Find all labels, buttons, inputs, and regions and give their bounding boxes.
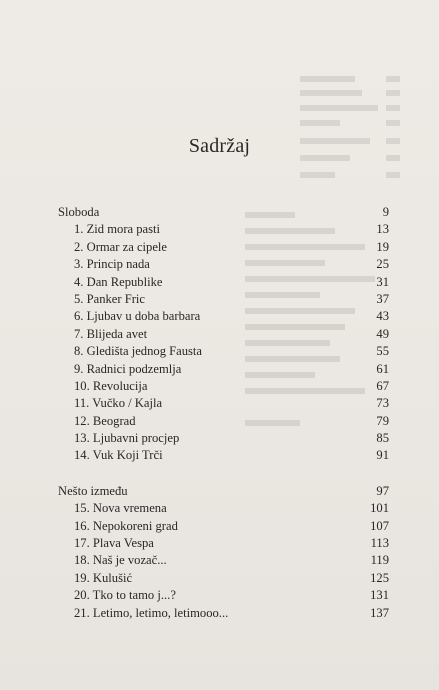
toc-chapter[interactable] — [58, 239, 389, 256]
page-number: 19 — [376, 239, 389, 254]
page-number: 31 — [376, 274, 389, 289]
chapter-title: 15. Nova vremena — [74, 501, 167, 516]
page-number: 85 — [376, 431, 389, 446]
page-number: 137 — [370, 605, 389, 620]
toc-chapter[interactable] — [58, 308, 389, 325]
page-number: 79 — [376, 413, 389, 428]
chapter-title: 20. Tko to tamo j...? — [74, 588, 176, 603]
page-number: 119 — [370, 553, 389, 568]
page-number: 67 — [376, 378, 389, 393]
chapter-title: 9. Radnici podzemlja — [74, 361, 182, 376]
chapter-title: 21. Letimo, letimo, letimooo... — [74, 605, 229, 620]
page-number: 55 — [376, 344, 389, 359]
page-number: 13 — [376, 222, 389, 237]
chapter-title: 14. Vuk Koji Trči — [74, 448, 163, 463]
toc-chapter[interactable] — [58, 361, 389, 378]
section-spacer — [58, 465, 389, 483]
toc-chapter[interactable] — [58, 430, 389, 447]
toc-chapter[interactable] — [58, 221, 389, 238]
chapter-title: 10. Revolucija — [74, 378, 148, 393]
toc-chapter[interactable] — [58, 256, 389, 273]
page-number: 73 — [376, 396, 389, 411]
page-title: Sadržaj — [188, 135, 251, 157]
toc-chapter[interactable] — [58, 413, 389, 430]
toc-chapter[interactable] — [58, 552, 389, 569]
page-number: 25 — [376, 257, 389, 272]
toc-chapter[interactable] — [58, 447, 389, 464]
chapter-title: 6. Ljubav u doba barbara — [74, 309, 201, 324]
page-number: 101 — [370, 501, 389, 516]
toc-chapter[interactable] — [58, 395, 389, 412]
toc-chapter[interactable] — [58, 291, 389, 308]
chapter-title: 8. Gledišta jednog Fausta — [74, 344, 203, 359]
chapter-title: 18. Naš je vozač... — [74, 553, 167, 568]
toc-chapter[interactable] — [58, 343, 389, 360]
chapter-title: 2. Ormar za cipele — [74, 239, 168, 254]
toc-section-heading[interactable] — [58, 483, 389, 500]
chapter-title: 4. Dan Republike — [74, 274, 163, 289]
chapter-title: 19. Kulušić — [74, 570, 133, 585]
toc-chapter[interactable] — [58, 535, 389, 552]
chapter-title: 1. Zid mora pasti — [74, 222, 161, 237]
chapter-title: 16. Nepokoreni grad — [74, 518, 178, 533]
toc-chapter[interactable] — [58, 378, 389, 395]
toc-chapter[interactable] — [58, 500, 389, 517]
toc-chapter[interactable] — [58, 518, 389, 535]
toc-chapter[interactable] — [58, 326, 389, 343]
page-number: 61 — [376, 361, 389, 376]
section-title: Sloboda — [58, 205, 100, 219]
page-number: 37 — [376, 291, 389, 306]
chapter-title: 5. Panker Fric — [74, 291, 145, 306]
page-number: 125 — [370, 570, 389, 585]
toc-chapter[interactable] — [58, 605, 389, 622]
page-number: 43 — [376, 309, 389, 324]
page-number: 97 — [376, 483, 389, 498]
page-number: 107 — [370, 518, 389, 533]
toc-section-heading[interactable] — [58, 204, 389, 221]
page-number: 113 — [370, 536, 389, 551]
toc-chapter[interactable] — [58, 587, 389, 604]
page-number: 49 — [376, 326, 389, 341]
chapter-title: 13. Ljubavni procjep — [74, 431, 180, 446]
page-number: 131 — [370, 588, 389, 603]
toc-chapter[interactable] — [58, 274, 389, 291]
table-of-contents — [58, 204, 389, 622]
page-number: 91 — [376, 448, 389, 463]
chapter-title: 11. Vučko / Kajla — [74, 396, 163, 411]
toc-chapter[interactable] — [58, 570, 389, 587]
chapter-title: 12. Beograd — [74, 413, 136, 428]
page-number: 9 — [382, 205, 389, 219]
chapter-title: 17. Plava Vespa — [74, 536, 154, 551]
section-title: Nešto između — [58, 483, 128, 498]
chapter-title: 7. Blijeda avet — [74, 326, 148, 341]
chapter-title: 3. Princip nada — [74, 257, 150, 272]
